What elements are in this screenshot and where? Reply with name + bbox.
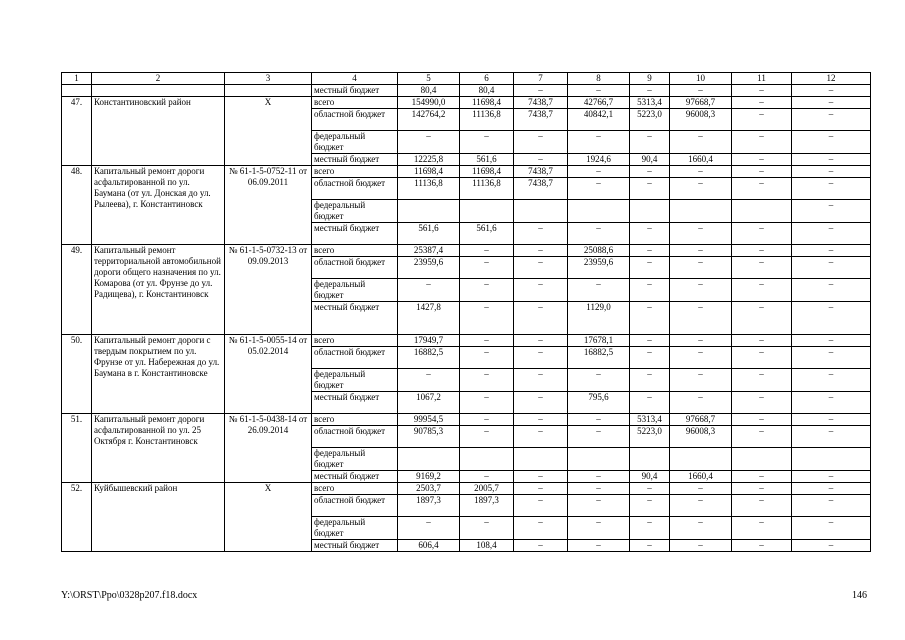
column-number-header: 3 (225, 73, 312, 85)
column-number-header: 6 (460, 73, 514, 85)
value-cell: – (460, 347, 514, 369)
value-cell: – (670, 245, 732, 257)
value-cell: – (670, 131, 732, 154)
budget-label: областной бюджет (312, 257, 398, 279)
value-cell: – (568, 131, 630, 154)
value-cell: 23959,6 (398, 257, 460, 279)
budget-label: всего (312, 97, 398, 109)
budget-label: местный бюджет (312, 471, 398, 483)
budget-label: федеральный бюджет (312, 517, 398, 540)
value-cell: – (568, 540, 630, 552)
value-cell: – (670, 302, 732, 335)
value-cell: – (514, 471, 568, 483)
value-cell: – (514, 369, 568, 392)
value-cell: – (630, 178, 670, 200)
value-cell: 9169,2 (398, 471, 460, 483)
value-cell: – (630, 540, 670, 552)
value-cell: 11136,8 (460, 109, 514, 131)
empty-cell (62, 85, 92, 97)
value-cell: 90785,3 (398, 426, 460, 448)
object-name: Капитальный ремонт дороги асфальтированной по ул. 25 Октября г. Константиновск (92, 414, 225, 483)
value-cell: 1660,4 (670, 154, 732, 166)
value-cell: – (792, 109, 871, 131)
value-cell: 1129,0 (568, 302, 630, 335)
value-cell: – (792, 154, 871, 166)
value-cell: – (732, 392, 792, 414)
value-cell: – (568, 517, 630, 540)
value-cell: 1897,3 (398, 495, 460, 517)
object-name: Куйбышевский район (92, 483, 225, 552)
value-cell: – (732, 347, 792, 369)
budget-label: федеральный бюджет (312, 200, 398, 223)
value-cell: 40842,1 (568, 109, 630, 131)
document-number: № 61-1-5-0752-11 от 06.09.2011 (225, 166, 312, 245)
value-cell (630, 448, 670, 471)
value-cell: – (630, 517, 670, 540)
object-name: Константиновский район (92, 97, 225, 166)
value-cell: 561,6 (460, 154, 514, 166)
value-cell: 99954,5 (398, 414, 460, 426)
empty-cell (92, 85, 225, 97)
value-cell: – (792, 279, 871, 302)
value-cell (670, 200, 732, 223)
value-cell: – (792, 131, 871, 154)
value-cell: – (670, 540, 732, 552)
value-cell: – (732, 426, 792, 448)
value-cell: 11698,4 (398, 166, 460, 178)
value-cell (514, 200, 568, 223)
value-cell: 80,4 (398, 85, 460, 97)
budget-label: федеральный бюджет (312, 131, 398, 154)
value-cell: – (732, 178, 792, 200)
value-cell: – (792, 166, 871, 178)
value-cell: – (568, 369, 630, 392)
object-name: Капитальный ремонт дороги с твердым покрытием по ул. Фрунзе от ул. Набережная до ул. Баумана в г. Константиновске (92, 335, 225, 414)
value-cell: – (568, 279, 630, 302)
value-cell: 1897,3 (460, 495, 514, 517)
value-cell: – (514, 245, 568, 257)
value-cell: – (460, 369, 514, 392)
value-cell: – (514, 257, 568, 279)
value-cell: – (670, 178, 732, 200)
value-cell: 154990,0 (398, 97, 460, 109)
value-cell: 5223,0 (630, 109, 670, 131)
value-cell: – (514, 223, 568, 245)
value-cell (568, 200, 630, 223)
budget-label: областной бюджет (312, 426, 398, 448)
value-cell: – (792, 426, 871, 448)
value-cell: – (630, 131, 670, 154)
row-number: 50. (62, 335, 92, 414)
value-cell: – (630, 85, 670, 97)
value-cell: – (670, 483, 732, 495)
budget-label: федеральный бюджет (312, 369, 398, 392)
value-cell: 5313,4 (630, 414, 670, 426)
footer-file-path: Y:\ORST\Ppo\0328p207.f18.docx (61, 590, 198, 601)
value-cell: – (732, 154, 792, 166)
value-cell: – (514, 85, 568, 97)
value-cell (630, 200, 670, 223)
value-cell: – (630, 483, 670, 495)
value-cell: – (568, 495, 630, 517)
value-cell (568, 448, 630, 471)
value-cell: – (514, 279, 568, 302)
value-cell: 7438,7 (514, 109, 568, 131)
value-cell: – (514, 347, 568, 369)
value-cell: 561,6 (460, 223, 514, 245)
value-cell: – (792, 223, 871, 245)
value-cell: – (568, 414, 630, 426)
value-cell: – (460, 245, 514, 257)
column-number-header: 5 (398, 73, 460, 85)
value-cell: – (630, 495, 670, 517)
value-cell: 90,4 (630, 154, 670, 166)
value-cell: – (514, 540, 568, 552)
value-cell: – (568, 471, 630, 483)
value-cell: 7438,7 (514, 178, 568, 200)
value-cell: – (568, 166, 630, 178)
value-cell: – (670, 166, 732, 178)
budget-label: федеральный бюджет (312, 448, 398, 471)
value-cell: – (732, 495, 792, 517)
object-name: Капитальный ремонт дороги асфальтированной по ул. Баумана (от ул. Донская до ул. Рылеева), г. Константиновск (92, 166, 225, 245)
value-cell (460, 448, 514, 471)
document-number: X (225, 483, 312, 552)
value-cell: 25088,6 (568, 245, 630, 257)
column-number-header: 9 (630, 73, 670, 85)
row-number: 47. (62, 97, 92, 166)
value-cell: – (514, 302, 568, 335)
value-cell: – (732, 223, 792, 245)
column-number-header: 8 (568, 73, 630, 85)
value-cell: – (398, 369, 460, 392)
value-cell (460, 200, 514, 223)
budget-label: местный бюджет (312, 302, 398, 335)
value-cell: – (568, 426, 630, 448)
table-row (62, 335, 871, 347)
budget-label: всего (312, 414, 398, 426)
budget-label: местный бюджет (312, 223, 398, 245)
table-row (62, 166, 871, 178)
value-cell: – (792, 302, 871, 335)
value-cell: – (732, 166, 792, 178)
value-cell: – (514, 335, 568, 347)
value-cell: – (792, 495, 871, 517)
value-cell: – (670, 369, 732, 392)
value-cell: – (792, 369, 871, 392)
value-cell: – (792, 483, 871, 495)
value-cell: – (732, 85, 792, 97)
value-cell: 5223,0 (630, 426, 670, 448)
value-cell: – (630, 166, 670, 178)
value-cell: 142764,2 (398, 109, 460, 131)
value-cell: 11136,8 (460, 178, 514, 200)
value-cell: 97668,7 (670, 414, 732, 426)
value-cell: 90,4 (630, 471, 670, 483)
value-cell: – (670, 85, 732, 97)
budget-label: федеральный бюджет (312, 279, 398, 302)
document-number: № 61-1-5-0055-14 от 05.02.2014 (225, 335, 312, 414)
value-cell: 11136,8 (398, 178, 460, 200)
table-row (62, 97, 871, 109)
value-cell: 1427,8 (398, 302, 460, 335)
budget-label: всего (312, 335, 398, 347)
value-cell: – (670, 335, 732, 347)
value-cell: 2503,7 (398, 483, 460, 495)
value-cell: – (732, 245, 792, 257)
value-cell (514, 448, 568, 471)
table-row (62, 414, 871, 426)
budget-label: областной бюджет (312, 495, 398, 517)
column-number-header: 2 (92, 73, 225, 85)
budget-label: местный бюджет (312, 392, 398, 414)
value-cell: – (398, 517, 460, 540)
value-cell: 5313,4 (630, 97, 670, 109)
value-cell: – (670, 495, 732, 517)
value-cell: – (460, 335, 514, 347)
value-cell: – (670, 392, 732, 414)
value-cell: – (514, 131, 568, 154)
value-cell: – (460, 414, 514, 426)
value-cell: 11698,4 (460, 97, 514, 109)
value-cell: – (792, 414, 871, 426)
value-cell: – (732, 414, 792, 426)
value-cell: – (630, 257, 670, 279)
value-cell (398, 448, 460, 471)
value-cell: – (792, 178, 871, 200)
value-cell: – (792, 257, 871, 279)
value-cell: – (630, 335, 670, 347)
value-cell: 16882,5 (568, 347, 630, 369)
budget-label: областной бюджет (312, 178, 398, 200)
value-cell: – (630, 302, 670, 335)
value-cell: – (630, 279, 670, 302)
value-cell: – (630, 392, 670, 414)
value-cell: – (630, 245, 670, 257)
value-cell: – (670, 257, 732, 279)
footer-page-number: 146 (852, 590, 867, 601)
value-cell: – (792, 85, 871, 97)
value-cell: – (732, 257, 792, 279)
budget-table (61, 72, 871, 552)
value-cell: – (732, 109, 792, 131)
value-cell: 17949,7 (398, 335, 460, 347)
budget-label: местный бюджет (312, 154, 398, 166)
value-cell: 96008,3 (670, 109, 732, 131)
column-number-header: 1 (62, 73, 92, 85)
value-cell: – (514, 426, 568, 448)
value-cell: – (630, 347, 670, 369)
value-cell: 1924,6 (568, 154, 630, 166)
value-cell: – (460, 302, 514, 335)
document-number: № 61-1-5-0438-14 от 26.09.2014 (225, 414, 312, 483)
value-cell: – (792, 347, 871, 369)
value-cell: – (732, 471, 792, 483)
value-cell: – (670, 223, 732, 245)
value-cell: – (460, 392, 514, 414)
value-cell: – (792, 540, 871, 552)
value-cell: 108,4 (460, 540, 514, 552)
value-cell (792, 448, 871, 471)
row-number: 49. (62, 245, 92, 335)
value-cell: 606,4 (398, 540, 460, 552)
value-cell: – (460, 517, 514, 540)
value-cell: – (460, 426, 514, 448)
value-cell: 795,6 (568, 392, 630, 414)
value-cell: – (792, 245, 871, 257)
value-cell: – (792, 200, 871, 223)
value-cell: 80,4 (460, 85, 514, 97)
value-cell: 7438,7 (514, 166, 568, 178)
value-cell: – (732, 335, 792, 347)
value-cell: – (792, 471, 871, 483)
value-cell: – (732, 540, 792, 552)
value-cell: – (670, 517, 732, 540)
budget-label: всего (312, 166, 398, 178)
budget-label: местный бюджет (312, 85, 398, 97)
column-number-header: 12 (792, 73, 871, 85)
value-cell: – (732, 369, 792, 392)
value-cell: – (514, 483, 568, 495)
budget-label: всего (312, 245, 398, 257)
value-cell: – (514, 517, 568, 540)
table-row (62, 483, 871, 495)
value-cell (670, 448, 732, 471)
value-cell: 96008,3 (670, 426, 732, 448)
value-cell: – (792, 97, 871, 109)
value-cell: 23959,6 (568, 257, 630, 279)
value-cell: – (732, 483, 792, 495)
value-cell: – (792, 335, 871, 347)
value-cell: 12225,8 (398, 154, 460, 166)
value-cell: – (514, 414, 568, 426)
value-cell: 11698,4 (460, 166, 514, 178)
value-cell: – (732, 97, 792, 109)
empty-cell (225, 85, 312, 97)
value-cell: – (568, 178, 630, 200)
budget-label: областной бюджет (312, 109, 398, 131)
table-row (62, 245, 871, 257)
value-cell: – (732, 131, 792, 154)
row-number: 52. (62, 483, 92, 552)
column-number-header: 4 (312, 73, 398, 85)
table-row (62, 85, 871, 97)
value-cell: – (398, 131, 460, 154)
value-cell: – (630, 369, 670, 392)
value-cell: 42766,7 (568, 97, 630, 109)
value-cell: – (460, 131, 514, 154)
column-number-row (62, 73, 871, 85)
value-cell: 16882,5 (398, 347, 460, 369)
value-cell: – (568, 483, 630, 495)
value-cell: – (514, 154, 568, 166)
value-cell: 2005,7 (460, 483, 514, 495)
document-number: № 61-1-5-0732-13 от 09.09.2013 (225, 245, 312, 335)
value-cell: – (732, 302, 792, 335)
value-cell: – (514, 392, 568, 414)
value-cell: 25387,4 (398, 245, 460, 257)
value-cell: 7438,7 (514, 97, 568, 109)
value-cell: – (670, 347, 732, 369)
value-cell (732, 200, 792, 223)
value-cell: – (514, 495, 568, 517)
value-cell: – (460, 257, 514, 279)
value-cell: – (460, 471, 514, 483)
value-cell: – (792, 517, 871, 540)
document-number: X (225, 97, 312, 166)
value-cell: – (460, 279, 514, 302)
value-cell: – (398, 279, 460, 302)
value-cell: 561,6 (398, 223, 460, 245)
budget-label: областной бюджет (312, 347, 398, 369)
value-cell: – (732, 517, 792, 540)
row-number: 48. (62, 166, 92, 245)
column-number-header: 11 (732, 73, 792, 85)
value-cell (398, 200, 460, 223)
value-cell: 1067,2 (398, 392, 460, 414)
row-number: 51. (62, 414, 92, 483)
value-cell (732, 448, 792, 471)
value-cell: – (568, 85, 630, 97)
value-cell: – (670, 279, 732, 302)
column-number-header: 10 (670, 73, 732, 85)
budget-label: местный бюджет (312, 540, 398, 552)
value-cell: 97668,7 (670, 97, 732, 109)
value-cell: 17678,1 (568, 335, 630, 347)
column-number-header: 7 (514, 73, 568, 85)
value-cell: – (792, 392, 871, 414)
object-name: Капитальный ремонт территориальной автомобильной дороги общего назначения по ул. Комарова (от ул. Фрунзе до ул. Радищева), г. Константиновск (92, 245, 225, 335)
budget-label: всего (312, 483, 398, 495)
value-cell: 1660,4 (670, 471, 732, 483)
value-cell: – (630, 223, 670, 245)
value-cell: – (568, 223, 630, 245)
value-cell: – (732, 279, 792, 302)
